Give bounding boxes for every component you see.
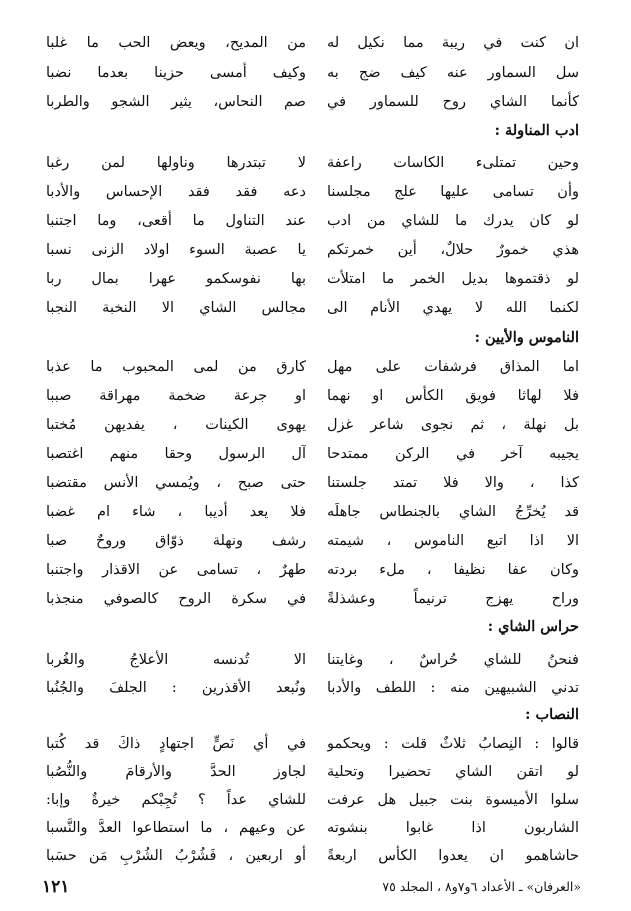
verse-second-hemistich: او جرعة ضخمة مهراقة صببا [46, 388, 306, 404]
verse-line [0, 410, 631, 440]
verse-first-hemistich: يجيبه آخر في الركن ممتدحا [327, 446, 579, 462]
verse-line [0, 584, 631, 614]
verse-first-hemistich: وأن تسامى عليها علج مجلسنا [327, 184, 579, 200]
verse-second-hemistich: في أي نَصٍّ اجتهادٍ ذاكَ قد كُتبا [46, 736, 306, 752]
verse-first-hemistich: كأنما الشاي روح للسماور في [327, 94, 579, 110]
verse-second-hemistich: يهوى الكينات ، يفديهن مُختبا [46, 417, 306, 433]
verse-first-hemistich: لكنما الله لا يهدي الأنام الى [327, 300, 579, 316]
verse-line [0, 352, 631, 382]
verse-first-hemistich: هذي خمورٌ حلالٌ، أين خمرتكم [327, 242, 579, 258]
verse-first-hemistich: الا اذا اتبع الناموس ، شيمته [327, 533, 579, 549]
verse-first-hemistich: كذا ، والا فلا تمتد جلستنا [327, 475, 579, 491]
verse-line [0, 526, 631, 556]
verse-line [0, 87, 631, 117]
page-footer [0, 872, 631, 902]
verse-line [0, 177, 631, 207]
verse-second-hemistich: الا تُدنسه الأعلاجُ والغُربا [46, 652, 306, 668]
verse-line [0, 293, 631, 323]
journal-citation: «العرفان» ـ الأعداد ٦و٧و٨ ، المجلد ٧٥ [382, 879, 581, 894]
verse-second-hemistich: عن وعيهم ، ما استطاعوا العدَّ والنَّسبا [46, 820, 306, 836]
verse-first-hemistich: اما المذاق فرشفات على مهل [327, 359, 579, 375]
verse-first-hemistich: سلوا الأميسوة بنت جبيل هل عرفت [327, 792, 579, 808]
verse-line [0, 439, 631, 469]
verse-second-hemistich: صم النحاس، يثير الشجو والطربا [46, 94, 306, 110]
verse-second-hemistich: من المديح، ويعض الحب ما غلبا [46, 35, 306, 51]
verse-second-hemistich: أو اربعين ، فَشُرْبُ الشُرْبِ مَن حسَبا [46, 848, 306, 864]
verse-second-hemistich: في سكرة الروح كالصوفي منجذبا [46, 591, 306, 607]
verse-second-hemistich: ونُبعد الأقذرين : الجلفَ والجُنُبا [46, 680, 306, 696]
verse-line [0, 555, 631, 585]
verse-second-hemistich: فلا يعد أديبا ، شاء ام غضبا [46, 504, 306, 520]
section-heading-etiquette-rules: الناموس والأيين : [474, 329, 579, 346]
verse-first-hemistich: سل السماور عنه كيف ضج به [327, 65, 579, 81]
verse-second-hemistich: رشف ونهلة ذوّاق وروحٌ صبا [46, 533, 306, 549]
verse-line [0, 468, 631, 498]
verse-line [0, 841, 631, 871]
verse-first-hemistich: قالوا : النِصابُ ثلاثٌ قلت : ويحكمو [327, 736, 579, 752]
verse-first-hemistich: لو اتقن الشاي تحضيرا وتحلية [327, 764, 579, 780]
verse-line [0, 148, 631, 178]
verse-line [0, 264, 631, 294]
verse-line [0, 757, 631, 787]
verse-second-hemistich: بها نفوسكمو عهرا بمال ربا [46, 271, 306, 287]
verse-first-hemistich: الشاربون اذا غابوا بنشوته [327, 820, 579, 836]
verse-second-hemistich: طهرٌ ، تسامى عن الاقذار واجتنبا [46, 562, 306, 578]
verse-first-hemistich: ان كنت في ريبة مما نكيل له [327, 35, 579, 51]
verse-line [0, 235, 631, 265]
section-heading-quorum: النصاب : [525, 706, 579, 723]
verse-line [0, 497, 631, 527]
verse-second-hemistich: لجاوز الحدَّ والأرقامَ والنُّصُبا [46, 764, 306, 780]
verse-second-hemistich: لا تبتدرها وناولها لمن رغبا [46, 155, 306, 171]
verse-line [0, 28, 631, 58]
verse-line [0, 729, 631, 759]
verse-line [0, 381, 631, 411]
verse-second-hemistich: دعه فقد فقد الإحساس والأدبا [46, 184, 306, 200]
verse-first-hemistich: قد يُخرِّجُ الشاي بالجنطاس جاهلَه [327, 504, 579, 520]
verse-line [0, 673, 631, 703]
page-number: ١٢١ [42, 877, 70, 897]
verse-first-hemistich: وراح يهزج ترنيماً وعشذلةً [327, 591, 579, 607]
verse-first-hemistich: وحين تمتلىء الكاسات راعفة [327, 155, 579, 171]
verse-second-hemistich: آل الرسول وحقا منهم اغتصبا [46, 446, 306, 462]
section-heading-serving-etiquette: ادب المناولة : [494, 122, 579, 139]
verse-first-hemistich: فلا لهاثا فويق الكأس او نهما [327, 388, 579, 404]
verse-first-hemistich: لو كان يدرك ما للشاي من ادب [327, 213, 579, 229]
verse-second-hemistich: كارق من لمى المحبوب ما عذبا [46, 359, 306, 375]
verse-second-hemistich: مجالس الشاي الا النخبة النجبا [46, 300, 306, 316]
verse-first-hemistich: تدني الشبيهين منه : اللطف والأدبا [327, 680, 579, 696]
verse-line [0, 206, 631, 236]
verse-line [0, 58, 631, 88]
verse-second-hemistich: حتى صبح ، ويُمسي الأنس مقتضبا [46, 475, 306, 491]
verse-second-hemistich: عند التناول ما أقعى، وما اجتنبا [46, 213, 306, 229]
verse-first-hemistich: وكان عفا نظيفا ، ملء بردته [327, 562, 579, 578]
verse-first-hemistich: لو ذقتموها بديل الخمر ما امتلأت [327, 271, 579, 287]
section-heading-tea-guardians: حراس الشاي : [487, 618, 579, 635]
verse-first-hemistich: بل نهلة ، ثم نجوى شاعر غزل [327, 417, 579, 433]
verse-line [0, 785, 631, 815]
verse-second-hemistich: يا عصبة السوء اولاد الزنى نسبا [46, 242, 306, 258]
verse-second-hemistich: وكيف أمسى حزينا بعدما نضبا [46, 65, 306, 81]
verse-line [0, 813, 631, 843]
verse-first-hemistich: فنحنُ للشاي حُراسٌ ، وغايتنا [327, 652, 579, 668]
verse-first-hemistich: حاشاهمو ان يعدوا الكأس اربعةً [327, 848, 579, 864]
verse-line [0, 645, 631, 675]
verse-second-hemistich: للشاي عداً ؟ تُجِبْكم خيرةٌ وإبا: [46, 792, 306, 808]
